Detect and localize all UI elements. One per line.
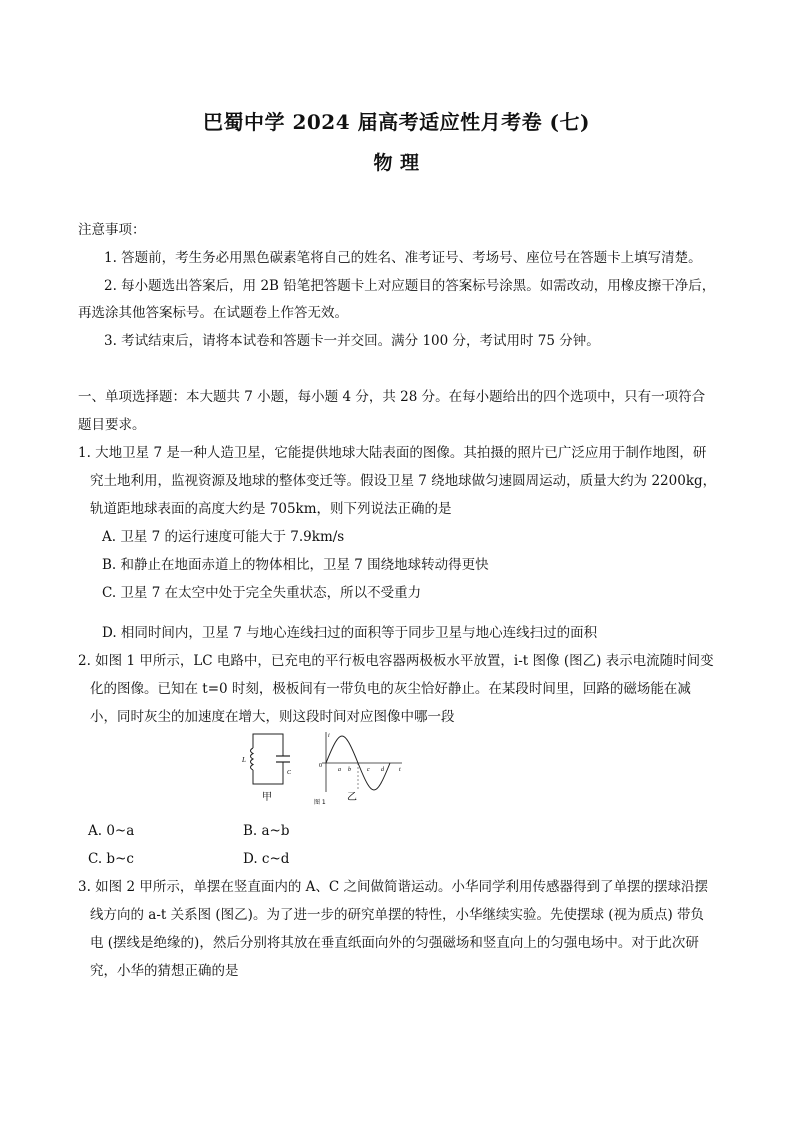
q2-option-a: A. 0~a (88, 823, 135, 839)
label-d: d (381, 767, 384, 773)
label-yi: 乙 (347, 792, 357, 803)
i-t-graph (314, 732, 402, 806)
q3-stem-line-4: 究，小华的猜想正确的是 (90, 963, 239, 979)
notice-item-3: 3. 考试结束后，请将本试卷和答题卡一并交回。满分 100 分，考试用时 75 分钟。 (104, 333, 600, 349)
notice-item-2-cont: 再选涂其他答案标号。在试题卷上作答无效。 (78, 305, 348, 321)
q2-option-d: D. c~d (243, 851, 290, 867)
notice-item-1: 1. 答题前，考生务必用黑色碳素笔将自己的姓名、准考证号、考场号、座位号在答题卡上填写清楚。 (104, 250, 702, 266)
q3-stem-line-2: 线方向的 a-t 关系图 (图乙)。为了进一步的研究单摆的特性，小华继续实验。先使摆球 (视为质点) 带负 (90, 907, 705, 923)
q2-stem-line-1: 2. 如图 1 甲所示，LC 电路中，已充电的平行板电容器两极板水平放置，i-t 图像 (图乙) 表示电流随时间变 (78, 653, 714, 669)
q1-stem-line-1: 1. 大地卫星 7 是一种人造卫星，它能提供地球大陆表面的图像。其拍摄的照片已广泛应用于制作地图，研 (78, 445, 707, 461)
label-t: t (399, 767, 401, 773)
subject-title: 物 理 (373, 152, 420, 174)
section-heading-line-2: 题目要求。 (78, 417, 146, 433)
label-i: i (328, 733, 330, 739)
q2-stem-line-3: 小，同时灰尘的加速度在增大，则这段时间对应图像中哪一段 (90, 709, 455, 725)
label-0: 0 (319, 763, 322, 769)
label-C: C (287, 770, 292, 776)
q1-stem-line-2: 究土地利用，监视资源及地球的整体变迁等。假设卫星 7 绕地球做匀速圆周运动，质量大约为 2200kg， (90, 473, 717, 489)
notice-item-2: 2. 每小题选出答案后，用 2B 铅笔把答题卡上对应题目的答案标号涂黑。如需改动，用橡皮擦干净后， (104, 278, 716, 294)
q1-option-a: A. 卫星 7 的运行速度可能大于 7.9km/s (102, 529, 345, 545)
q3-stem-line-3: 电 (摆线是绝缘的)，然后分别将其放在垂直纸面向外的匀强磁场和竖直向上的匀强电场中。对于此次研 (90, 935, 699, 951)
q1-option-b: B. 和静止在地面赤道上的物体相比，卫星 7 围绕地球转动得更快 (102, 557, 489, 573)
label-a: a (338, 767, 341, 773)
figure-1 (238, 728, 408, 808)
lc-circuit-diagram (241, 734, 292, 803)
q2-option-c: C. b~c (88, 851, 134, 867)
q1-option-c: C. 卫星 7 在太空中处于完全失重状态，所以不受重力 (102, 585, 422, 601)
label-b: b (348, 767, 351, 773)
q3-stem-line-1: 3. 如图 2 甲所示，单摆在竖直面内的 A、C 之间做简谐运动。小华同学利用传感器得到了单摆的摆球沿摆 (78, 879, 709, 895)
section-heading-line-1: 一、单项选择题：本大题共 7 小题，每小题 4 分，共 28 分。在每小题给出的四个选项中，只有一项符合 (78, 389, 706, 405)
q1-stem-line-3: 轨道距地球表面的高度大约是 705km，则下列说法正确的是 (90, 501, 452, 517)
exam-title: 巴蜀中学 2024 届高考适应性月考卷 (七) (203, 110, 590, 134)
q1-option-d: D. 相同时间内，卫星 7 与地心连线扫过的面积等于同步卫星与地心连线扫过的面积 (102, 625, 598, 641)
q2-stem-line-2: 化的图像。已知在 t=0 时刻，极板间有一带负电的灰尘恰好静止。在某段时间里，回路的磁场能在减 (90, 681, 691, 697)
notice-heading: 注意事项： (78, 222, 146, 238)
label-c: c (367, 767, 370, 773)
q2-option-b: B. a~b (243, 823, 290, 839)
label-jia: 甲 (262, 792, 272, 803)
figure-caption: 图 1 (314, 799, 326, 806)
label-L: L (242, 756, 246, 764)
